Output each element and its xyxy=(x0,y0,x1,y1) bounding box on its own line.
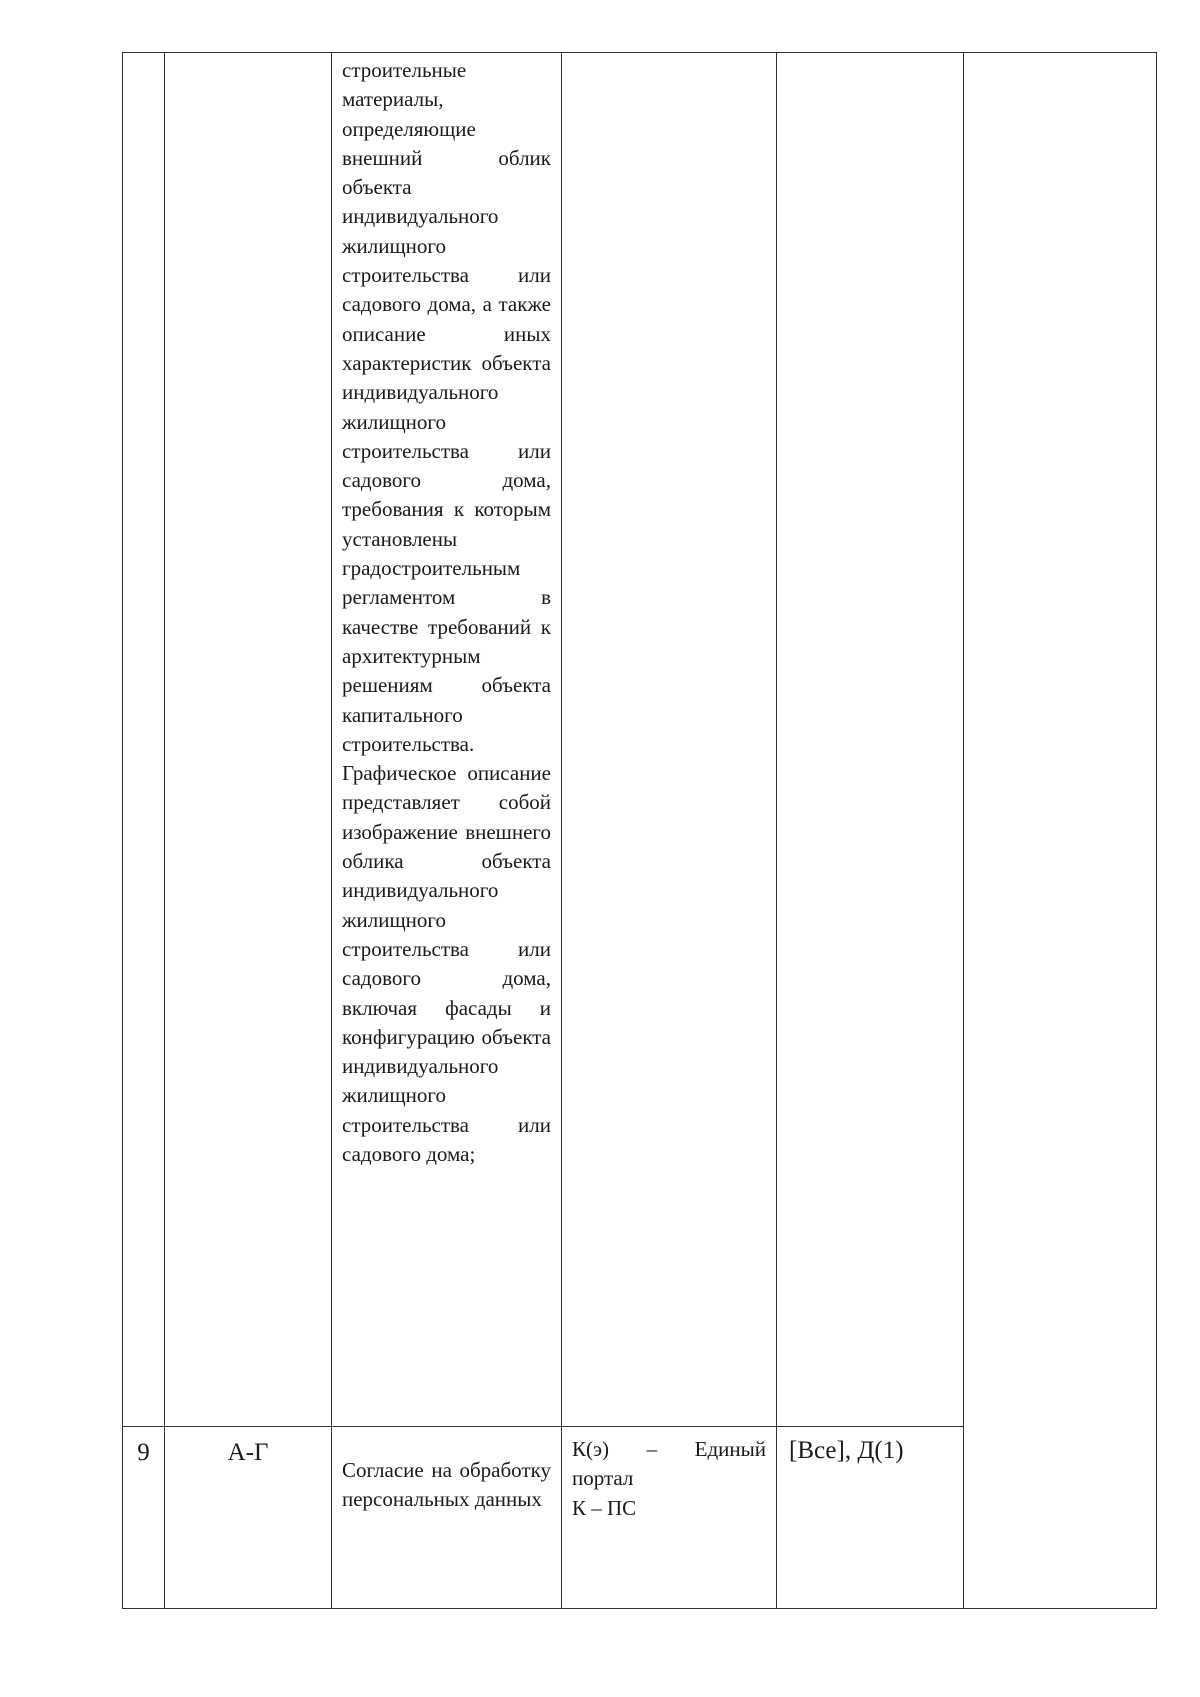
cell-applicability-empty xyxy=(777,53,964,1427)
requirements-table xyxy=(122,52,1157,1609)
form-dash: – xyxy=(646,1437,658,1461)
cell-document-description xyxy=(332,53,562,1427)
cell-category: А-Г xyxy=(165,1427,332,1609)
cell-row-number: 9 xyxy=(123,1427,165,1609)
cell-notes-empty xyxy=(964,53,1157,1609)
form-line-1 xyxy=(572,1435,766,1464)
form-line-3: К – ПС xyxy=(572,1495,637,1520)
table-row-continuation xyxy=(123,53,1157,1427)
document-description-text: строительные материалы, определяющие внешний облик объекта индивидуального жилищного строительства или садового дома, а также описание иных характеристик объекта индивидуального жилищного строительства или садового дома, требования к которым установлены градостроительным регламентом в качестве требований к архитектурным решениям объекта капитального строительства. Графическое описание представляет собой изображение внешнего облика объекта индивидуального жилищного строительства или садового дома, включая фасады и конфигурацию объекта индивидуального жилищного строительства или садового дома; xyxy=(342,58,551,1166)
document-name-text: Согласие на обработку персональных данных xyxy=(342,1458,551,1512)
cell-number-empty xyxy=(123,53,165,1427)
cell-form xyxy=(562,1427,777,1609)
cell-document xyxy=(332,1427,562,1609)
form-code: К(э) xyxy=(572,1437,610,1461)
form-line-2: портал xyxy=(572,1466,634,1491)
cell-form-empty xyxy=(562,53,777,1427)
cell-applicability: [Все], Д(1) xyxy=(777,1427,964,1609)
form-portal-word: Единый xyxy=(694,1437,766,1461)
cell-category-empty xyxy=(165,53,332,1427)
